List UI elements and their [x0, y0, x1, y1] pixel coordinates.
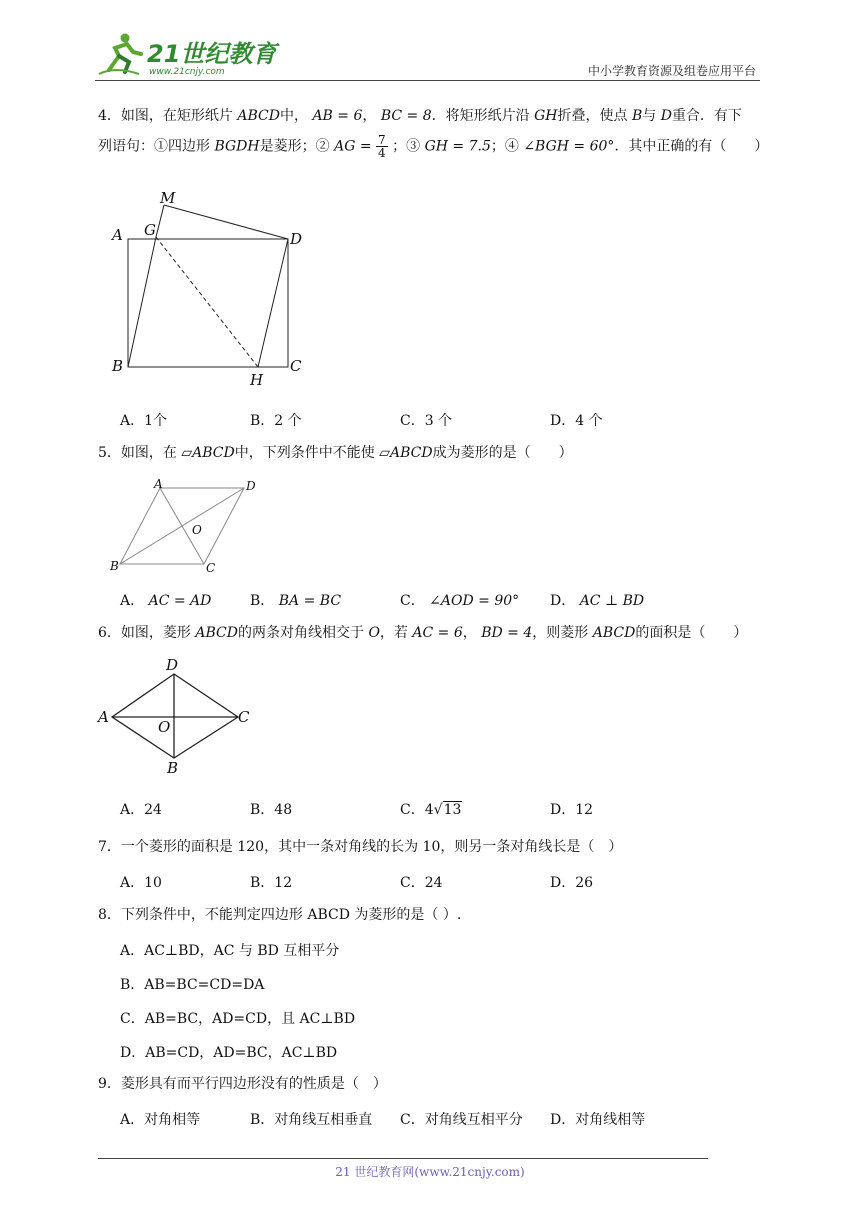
- svg-text:M: M: [160, 189, 176, 207]
- option-a[interactable]: A． AC = AD: [120, 593, 212, 609]
- svg-text:D: D: [246, 479, 256, 493]
- svg-text:A: A: [112, 226, 123, 244]
- svg-text:B: B: [112, 357, 124, 375]
- question-6-figure: [96, 654, 266, 778]
- svg-text:D: D: [166, 656, 179, 674]
- option-b[interactable]: B．对角线互相垂直: [250, 1112, 373, 1128]
- option-b[interactable]: B．12: [250, 875, 293, 891]
- option-c[interactable]: C． ∠AOD = 90°: [400, 593, 520, 609]
- option-b[interactable]: B．AB=BC=CD=DA: [120, 977, 265, 993]
- question-5: [98, 443, 573, 463]
- option-b[interactable]: B． BA = BC: [250, 593, 342, 609]
- option-c[interactable]: C．3 个: [400, 413, 453, 429]
- header-divider: [95, 80, 760, 81]
- svg-text:B: B: [110, 559, 119, 573]
- svg-text:H: H: [250, 371, 264, 388]
- runner-icon: [99, 34, 141, 75]
- option-d[interactable]: D． AC ⊥ BD: [550, 593, 645, 609]
- option-a[interactable]: A．1个: [120, 413, 168, 429]
- question-5-stem: 5．如图，在 ▱ABCD中，下列条件中不能使 ▱ABCD成为菱形的是（ ）: [98, 445, 573, 461]
- question-6-stem: 6．如图，菱形 ABCD的两条对角线相交于 O，若 AC = 6， BD = 4，则菱形 ABCD的面积是（ ）: [98, 625, 748, 641]
- svg-text:C: C: [238, 708, 250, 726]
- svg-text:O: O: [192, 523, 202, 537]
- svg-text:B: B: [167, 759, 179, 777]
- option-d[interactable]: D．AB=CD，AD=BC，AC⊥BD: [120, 1045, 338, 1061]
- option-c[interactable]: C．24: [400, 875, 443, 891]
- option-d[interactable]: D．12: [550, 802, 594, 818]
- question-6: [98, 623, 747, 643]
- svg-text:A: A: [154, 477, 163, 491]
- site-logo: [95, 30, 295, 78]
- option-c[interactable]: C．4√13: [400, 802, 462, 818]
- option-a[interactable]: A．10: [120, 875, 162, 891]
- option-c[interactable]: C．AB=BC，AD=CD，且 AC⊥BD: [120, 1011, 356, 1027]
- svg-text:O: O: [158, 718, 171, 736]
- option-b[interactable]: B．48: [250, 802, 293, 818]
- svg-text:G: G: [144, 221, 156, 239]
- fraction: $\frac{7}{4}$: [378, 133, 386, 160]
- question-4-line1: 4．如图，在矩形纸片 ABCD中， AB = 6， BC = 8．将矩形纸片沿 GH折叠，使点 B与 D重合．有下: [98, 108, 742, 124]
- option-a[interactable]: A．AC⊥BD，AC 与 BD 互相平分: [120, 943, 340, 959]
- svg-text:C: C: [206, 561, 216, 575]
- footer-divider: [98, 1158, 708, 1159]
- question-4-line2: 列语句：①四边形 BGDH是菱形；② AG = $\frac{7}{4}$ ；③ GH = 7.5；④ ∠BGH = 60°．其中正确的有（ ）: [98, 133, 769, 160]
- svg-text:21世纪教育: 21世纪教育: [147, 40, 277, 68]
- option-d[interactable]: D．26: [550, 875, 594, 891]
- svg-text:A: A: [98, 708, 109, 726]
- question-7: 7．一个菱形的面积是 120，其中一条对角线的长为 10，则另一条对角线长是（ ）: [98, 839, 623, 855]
- option-d[interactable]: D．对角线相等: [550, 1112, 646, 1128]
- page-header: [95, 30, 760, 80]
- option-b[interactable]: B．2 个: [250, 413, 302, 429]
- svg-text:www.21cnjy.com: www.21cnjy.com: [149, 67, 225, 77]
- question-4-figure: [108, 188, 308, 388]
- option-d[interactable]: D．4 个: [550, 413, 603, 429]
- svg-text:C: C: [290, 357, 302, 375]
- option-a[interactable]: A．24: [120, 802, 162, 818]
- sqrt-icon: √: [433, 802, 443, 818]
- question-9: 9．菱形具有而平行四边形没有的性质是（ ）: [98, 1076, 387, 1092]
- question-5-figure: [108, 476, 268, 576]
- svg-text:D: D: [290, 230, 303, 248]
- option-c[interactable]: C．对角线互相平分: [400, 1112, 523, 1128]
- question-4: [98, 106, 768, 159]
- option-a[interactable]: A．对角相等: [120, 1112, 201, 1128]
- footer-text: 21 世纪教育网(www.21cnjy.com): [335, 1165, 525, 1179]
- question-8: 8．下列条件中，不能判定四边形 ABCD 为菱形的是（ ）.: [98, 907, 462, 923]
- platform-name: 中小学教育资源及组卷应用平台: [587, 64, 756, 78]
